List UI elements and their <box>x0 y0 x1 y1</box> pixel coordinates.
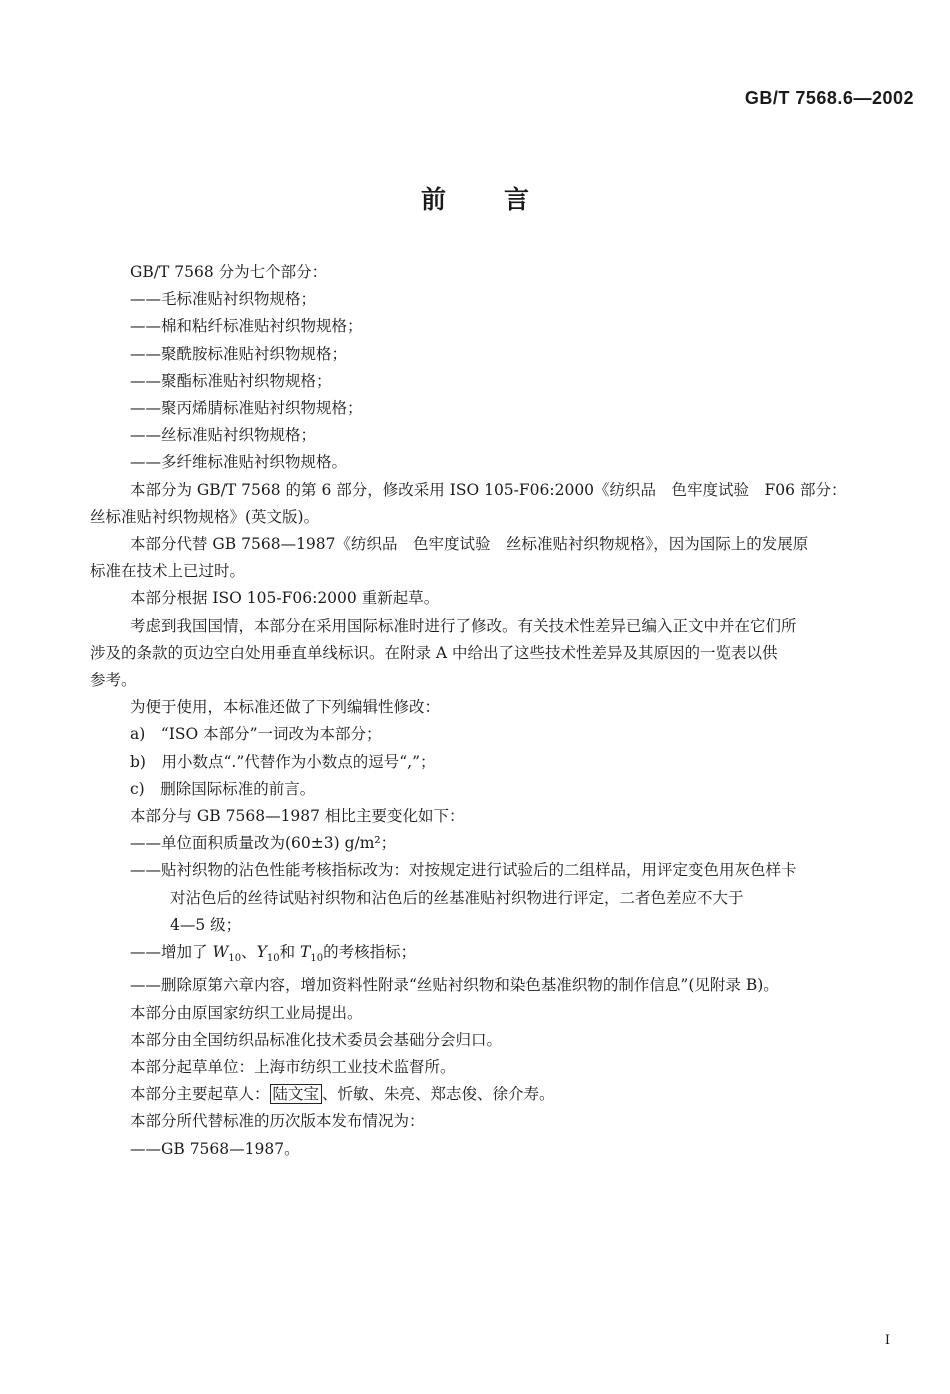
list-item: ——贴衬织物的沾色性能考核指标改为：对按规定进行试验后的二组样品，用评定变色用灰色样卡 <box>130 861 797 880</box>
list-item-a: a) “ISO 本部分”一词改为本部分； <box>130 725 382 744</box>
list-item <box>90 939 918 972</box>
paragraph-line: 丝标准贴衬织物规格》(英文版)。 <box>90 507 320 526</box>
paragraph: 本部分与 GB 7568—1987 相比主要变化如下： <box>130 807 465 826</box>
paragraph: 本部分所代替标准的历次版本发布情况为： <box>130 1112 425 1131</box>
list-item: ——聚酯标准贴衬织物规格； <box>130 371 332 390</box>
subscript: 10 <box>228 953 242 965</box>
paragraph-line: 本部分为 GB/T 7568 的第 6 部分，修改采用 ISO 105-F06:2000《纺织品 色牢度试验 F06 部分： <box>130 480 847 499</box>
t-symbol: T <box>300 943 311 962</box>
paragraph: 为便于使用，本标准还做了下列编辑性修改： <box>130 698 441 717</box>
list-item: ——GB 7568—1987。 <box>130 1139 300 1158</box>
list-item: ——毛标准贴衬织物规格； <box>130 290 317 309</box>
foreword-body <box>90 259 918 1163</box>
paragraph-line: 标准在技术上已过时。 <box>90 562 246 581</box>
text: 和 <box>279 943 301 962</box>
text: 的考核指标； <box>323 943 417 962</box>
list-item: ——聚酰胺标准贴衬织物规格； <box>130 344 348 363</box>
list-item: ——多纤维标准贴衬织物规格。 <box>130 453 348 472</box>
subscript: 10 <box>310 953 324 965</box>
list-item: ——单位面积质量改为(60±3) g/m²； <box>130 834 397 853</box>
list-item: ——棉和粘纤标准贴衬织物规格； <box>130 317 363 336</box>
paragraph: GB/T 7568 分为七个部分： <box>130 263 328 281</box>
page-number: I <box>884 1333 890 1348</box>
subscript: 10 <box>266 953 280 965</box>
list-item: ——删除原第六章内容，增加资料性附录“丝贴衬织物和染色基准织物的制作信息”(见附录 B)。 <box>130 976 779 995</box>
text: 、忻敏、朱亮、郑志俊、徐介寿。 <box>322 1085 555 1104</box>
y-symbol: Y <box>256 943 267 962</box>
paragraph <box>90 1081 918 1108</box>
separator: 、 <box>241 943 257 962</box>
paragraph-line: 涉及的条款的页边空白处用垂直单线标识。在附录 A 中给出了这些技术性差异及其原因的一览表以供 <box>90 643 778 662</box>
list-item-b: b) 用小数点“.”代替作为小数点的逗号“,”； <box>130 752 436 771</box>
text: ——增加了 <box>130 943 213 962</box>
paragraph-line: 本部分代替 GB 7568—1987《纺织品 色牢度试验 丝标准贴衬织物规格》，因为国际上的发展原 <box>130 535 809 554</box>
w-symbol: W <box>212 943 229 962</box>
text: 本部分主要起草人： <box>130 1085 270 1104</box>
paragraph-line: 参考。 <box>90 671 137 690</box>
list-item-continuation: 4—5 级； <box>170 915 242 934</box>
page-title: 前言 <box>420 185 587 214</box>
paragraph: 本部分根据 ISO 105-F06:2000 重新起草。 <box>130 589 440 608</box>
paragraph: 本部分由原国家纺织工业局提出。 <box>130 1003 363 1022</box>
list-item-continuation: 对沾色后的丝待试贴衬织物和沾色后的丝基准贴衬织物进行评定，二者色差应不大于 <box>170 888 744 907</box>
paragraph-line: 考虑到我国国情，本部分在采用国际标准时进行了修改。有关技术性差异已编入正文中并在它们所 <box>130 616 797 635</box>
standard-code: GB/T 7568.6—2002 <box>744 88 914 108</box>
list-item: ——丝标准贴衬织物规格； <box>130 426 317 445</box>
list-item: ——聚丙烯腈标准贴衬织物规格； <box>130 399 363 418</box>
paragraph: 本部分由全国纺织品标准化技术委员会基础分会归口。 <box>130 1030 503 1049</box>
boxed-name: 陆文宝 <box>270 1084 323 1104</box>
list-item-c: c) 删除国际标准的前言。 <box>130 779 316 798</box>
paragraph: 本部分起草单位：上海市纺织工业技术监督所。 <box>130 1057 456 1076</box>
